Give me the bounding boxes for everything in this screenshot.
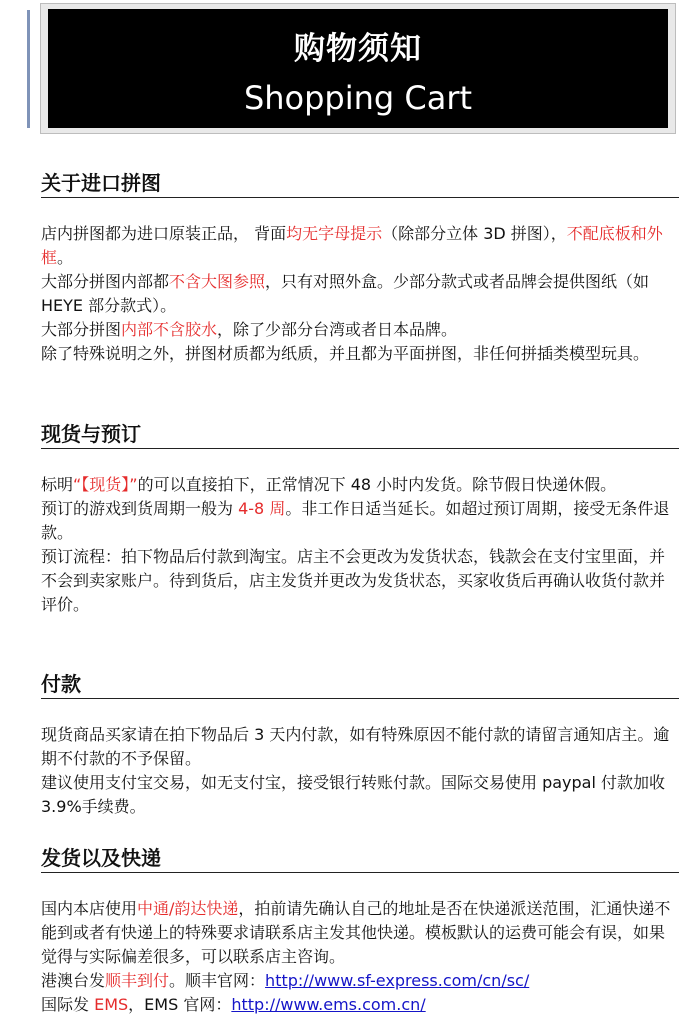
text-run: 现货商品买家请在拍下物品后 3 天内付款，如有特殊原因不能付款的请留言通知店主。逾期不付款的不予保留。 [41,725,670,768]
paragraph [41,473,671,497]
banner-title-cn: 购物须知 [294,31,422,67]
section-body [41,222,671,366]
paragraph [41,993,671,1017]
paragraph [41,771,671,819]
text-run: 。 [57,248,74,267]
section-body [41,723,671,819]
text-run: ，只有对照外盒。少部分款式或者品牌会提供图纸（如 HEYE 部分款式）。 [41,272,650,315]
section-imported-puzzles [41,169,679,366]
text-run: 除了特殊说明之外，拼图材质都为纸质，并且都为平面拼图，非任何拼插类模型玩具。 [41,344,650,363]
text-run: 大部分拼图 [41,320,122,339]
highlight-text: “【现货】” [73,475,138,494]
section-heading: 现货与预订 [41,420,679,449]
section-stock-preorder [41,420,679,617]
section-heading: 付款 [41,670,679,699]
text-run: 。非工作日适当延长。如超过预订周期，接受无条件退款。 [41,499,670,542]
text-run: 国际发 [41,995,95,1014]
ems-link[interactable]: http://www.ems.com.cn/ [231,995,426,1014]
highlight-text: 顺丰到付 [105,971,170,990]
section-payment [41,670,679,819]
section-heading: 发货以及快递 [41,844,679,873]
text-run: 港澳台发 [41,971,106,990]
section-heading: 关于进口拼图 [41,169,679,198]
text-run: 预订的游戏到货周期一般为 [41,499,239,518]
text-run: 国内本店使用 [41,899,138,918]
text-run: 标明 [41,475,74,494]
sf-express-link[interactable]: http://www.sf-express.com/cn/sc/ [265,971,530,990]
paragraph [41,969,671,993]
text-run: ，除了少部分台湾或者日本品牌。 [217,320,458,339]
section-body [41,473,671,617]
section-body [41,897,671,1017]
text-run: 建议使用支付宝交易，如无支付宝，接受银行转账付款。国际交易使用 paypal 付款加收 3.9%手续费。 [41,773,666,816]
left-accent-rule [27,10,30,128]
paragraph [41,318,671,342]
paragraph [41,270,671,318]
text-run: （除部分立体 3D 拼图）， [382,224,567,243]
highlight-text: 4-8 周 [238,499,286,518]
text-run: 预订流程：拍下物品后付款到淘宝。店主不会更改为发货状态，钱款会在支付宝里面，并不会到卖家账户。待到货后，店主发货并更改为发货状态，买家收货后再确认收货付款并评价。 [41,547,666,614]
banner [48,9,668,128]
text-run: ，拍前请先确认自己的地址是否在快递派送范围，汇通快递不能到或者有快递上的特殊要求请联系店主发其他快递。模板默认的运费可能会有误，如果觉得与实际偏差很多，可以联系店主咨询。 [41,899,671,966]
highlight-text: 均无字母提示 [286,224,383,243]
highlight-text: EMS [94,995,129,1014]
text-run: 。顺丰官网： [169,971,266,990]
text-run: ，EMS 官网： [128,995,232,1014]
banner-title-en: Shopping Cart [243,79,473,117]
text-run: 店内拼图都为进口原装正品， 背面 [41,224,287,243]
highlight-text: 不含大图参照 [169,272,266,291]
text-run: 的可以直接拍下，正常情况下 48 小时内发货。除节假日快递休假。 [137,475,617,494]
paragraph [41,222,671,270]
paragraph [41,497,671,545]
banner-frame [40,3,676,134]
paragraph [41,897,671,969]
highlight-text: 中通/韵达快递 [137,899,239,918]
section-shipping [41,844,679,1017]
paragraph [41,342,671,366]
highlight-text: 不配底板和外框 [41,224,663,267]
paragraph [41,545,671,617]
text-run: 大部分拼图内部都 [41,272,170,291]
highlight-text: 内部不含胶水 [121,320,218,339]
paragraph [41,723,671,771]
